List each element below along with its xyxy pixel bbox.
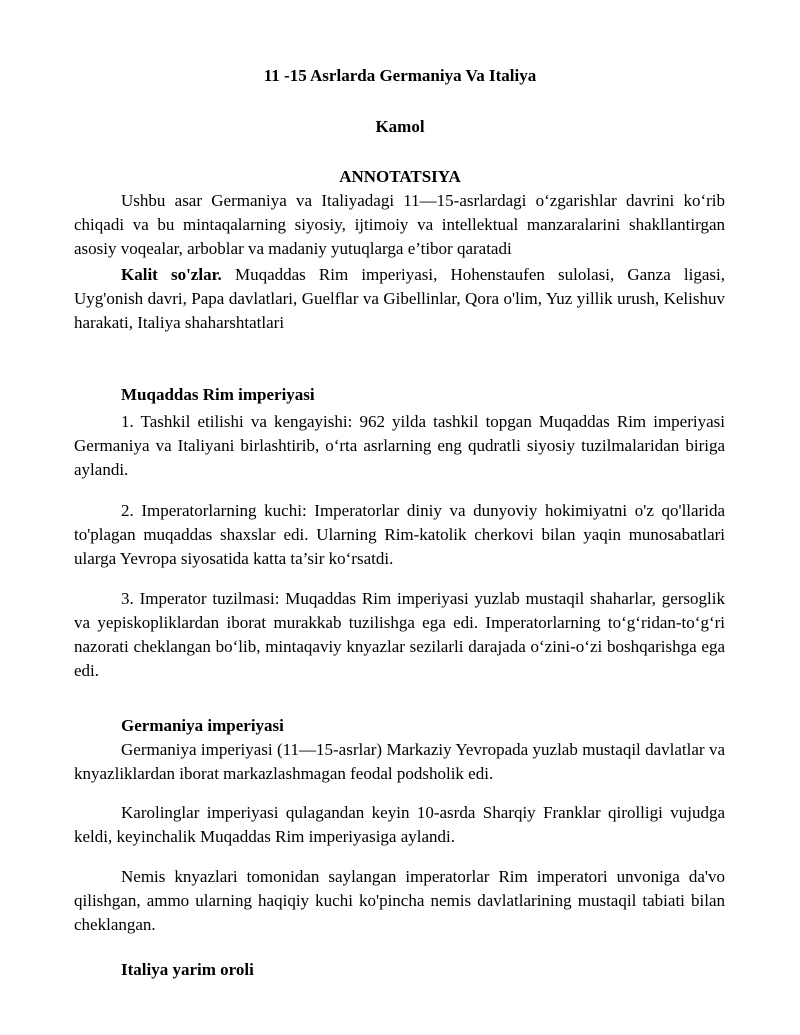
section-heading-german-empire: Germaniya imperiyasi — [121, 716, 284, 735]
annotation-heading: ANNOTATSIYA — [339, 167, 461, 186]
section1-paragraph-1: 1. Tashkil etilishi va kengayishi: 962 yilda tashkil topgan Muqaddas Rim imperiyasi Germaniya va Italiyani birlashtirib, o‘rta asrlarning eng qudratli siyosiy tuzilmalaridan biriga aylandi. — [74, 412, 725, 479]
section-heading-holy-roman-empire: Muqaddas Rim imperiyasi — [121, 385, 315, 404]
author-name: Kamol — [375, 117, 425, 136]
keywords-text: Muqaddas Rim imperiyasi, Hohenstaufen sulolasi, Ganza ligasi, Uyg'onish davri, Papa davlatlari, Guelflar va Gibellinlar, Qora o'lim, Yuz yillik urush, Kelishuv harakati, Italiya shaharshtatlari — [74, 265, 725, 332]
section2-paragraph-3: Nemis knyazlari tomonidan saylangan imperatorlar Rim imperatori unvoniga da'vo qilishgan, ammo ularning haqiqiy kuchi ko'pincha nemis davlatlarining mustaqil tabiati bilan cheklangan. — [74, 867, 725, 934]
document-title: 11 -15 Asrlarda Germaniya Va Italiya — [263, 66, 537, 85]
section1-paragraph-3: 3. Imperator tuzilmasi: Muqaddas Rim imperiyasi yuzlab mustaqil shaharlar, gersoglik va yepiskopliklardan iborat murakkab tuzilishga ega edi. Imperatorlarning to‘g‘ridan-to‘g‘ri nazorati cheklangan bo‘lib, mintaqaviy knyazlar sezilarli darajada o‘zini-o‘zi boshqarishga ega edi. — [74, 589, 725, 680]
section2-paragraph-1: Germaniya imperiyasi (11—15-asrlar) Markaziy Yevropada yuzlab mustaqil davlatlar va knyazliklardan iborat markazlashmagan feodal podsholik edi. — [74, 740, 725, 783]
section-heading-italian-peninsula: Italiya yarim oroli — [121, 960, 254, 979]
annotation-text: Ushbu asar Germaniya va Italiyadagi 11—15-asrlardagi o‘zgarishlar davrini ko‘rib chiqadi va bu mintaqalarning siyosiy, ijtimoiy va intellektual manzaralarini shakllantirgan asosiy voqealar, arboblar va madaniy yutuqlarga e’tibor qaratadi — [74, 191, 725, 258]
keywords-label: Kalit so'zlar. — [121, 265, 222, 284]
section2-paragraph-2: Karolinglar imperiyasi qulagandan keyin 10-asrda Sharqiy Franklar qirolligi vujudga keldi, keyinchalik Muqaddas Rim imperiyasiga aylandi. — [74, 803, 725, 846]
section1-paragraph-2: 2. Imperatorlarning kuchi: Imperatorlar diniy va dunyoviy hokimiyatni o'z qo'llarida to'plagan muqaddas shaxslar edi. Ularning Rim-katolik cherkovi bilan yaqin munosabatlari ularga Yevropa siyosatida katta ta’sir ko‘rsatdi. — [74, 501, 725, 568]
keywords-paragraph — [74, 263, 725, 335]
